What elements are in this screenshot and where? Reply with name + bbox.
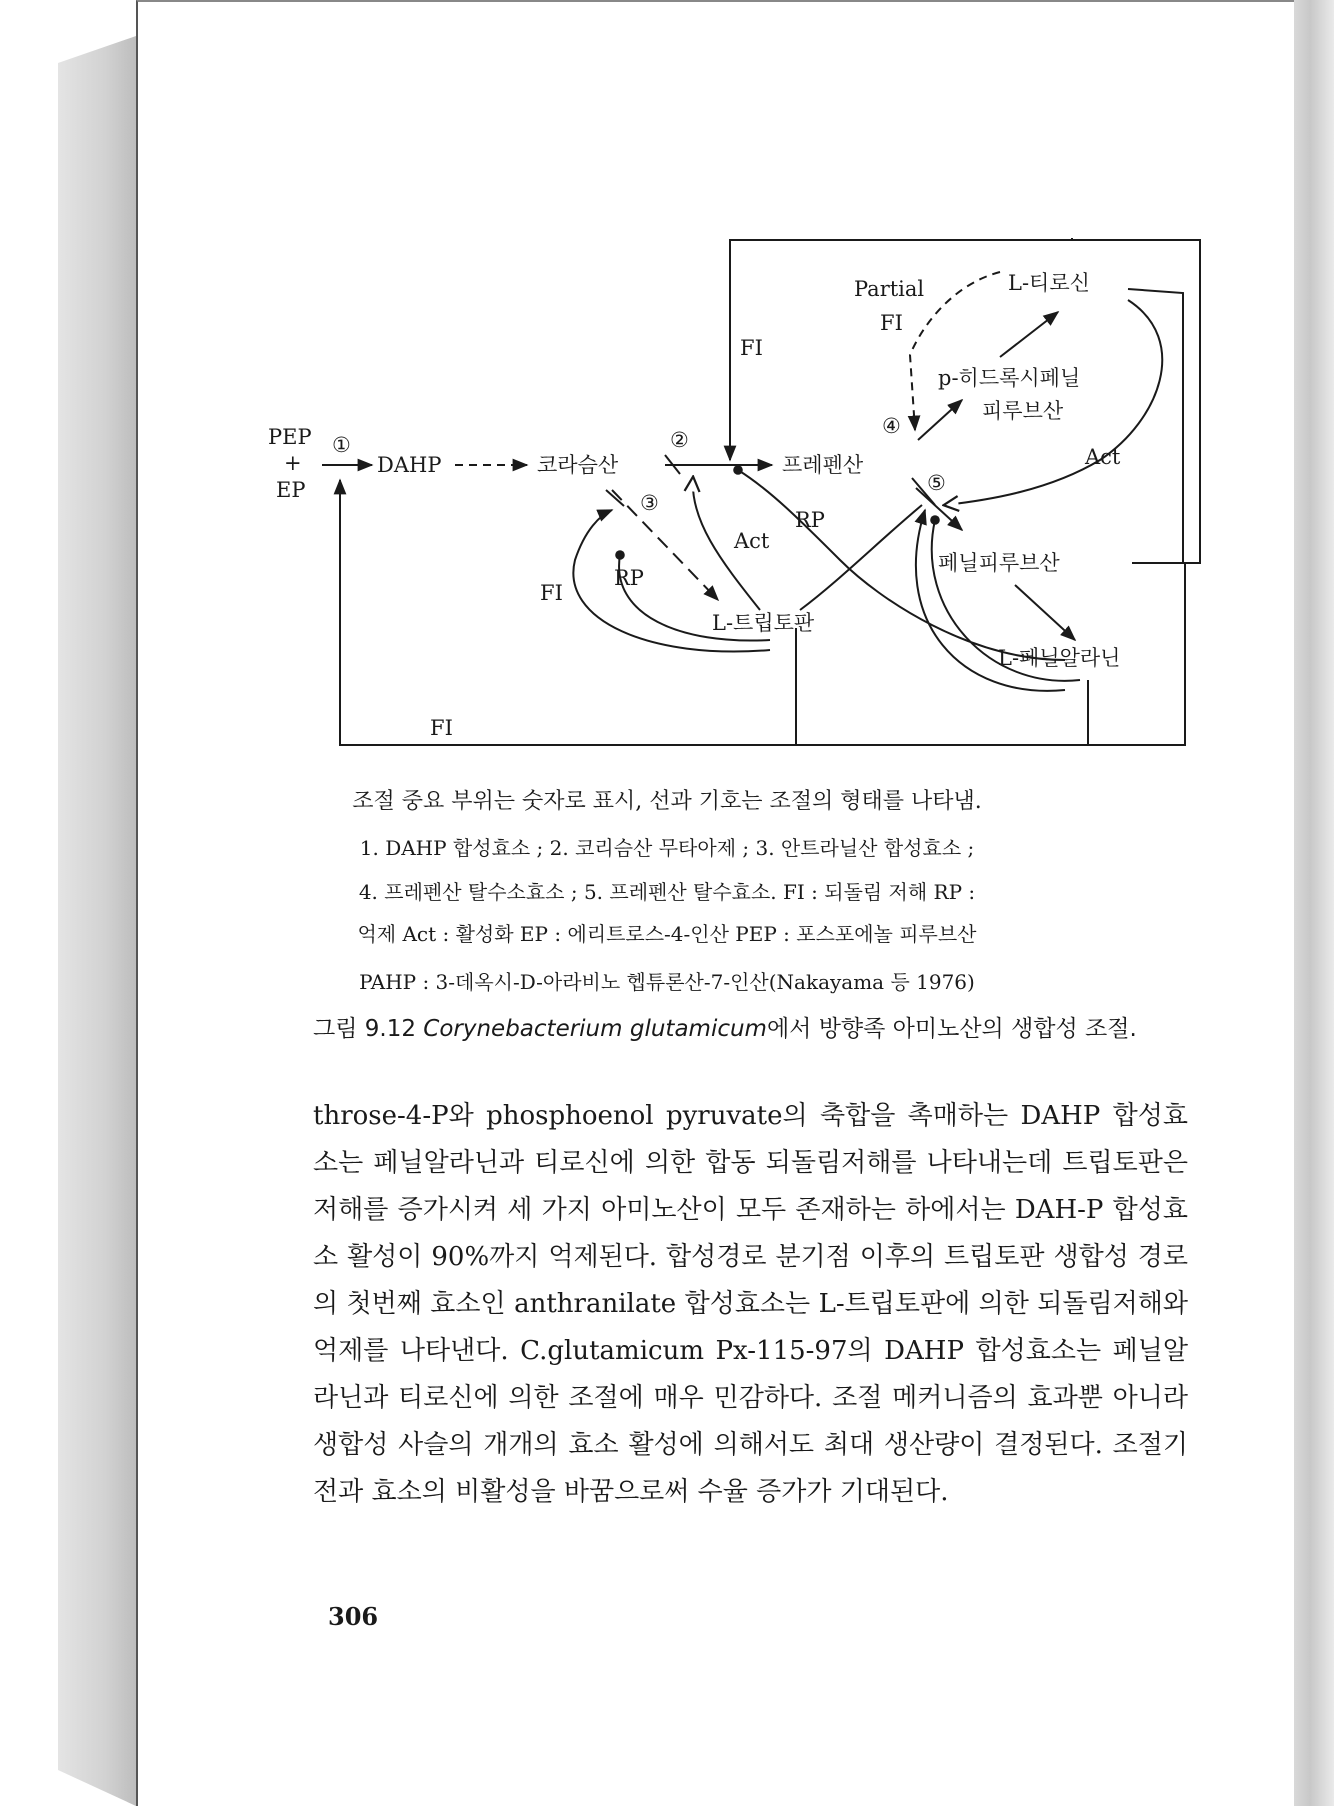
label-fi-partial: FI xyxy=(880,311,903,335)
label-hppa-1: p-히드록시페닐 xyxy=(938,366,1081,390)
figure-title-species: Corynebacterium glutamicum xyxy=(423,1016,767,1042)
label-chorismate: 코라슴산 xyxy=(537,453,619,477)
label-fi-bottom: FI xyxy=(430,716,453,740)
label-fi-left: FI xyxy=(540,581,563,605)
label-prephenate: 프레펜산 xyxy=(782,453,864,477)
figure-title-prefix: 그림 9.12 xyxy=(313,1016,424,1042)
label-step3: ③ xyxy=(640,491,659,515)
label-tyrosine: L-티로신 xyxy=(1008,271,1090,295)
caption-line-3: 4. 프레펜산 탈수소효소 ; 5. 프레펜산 탈수효소. FI : 되돌림 저해 RP : xyxy=(358,880,976,904)
phpy-to-phe-arrow xyxy=(1015,585,1075,640)
label-plus: + xyxy=(284,451,302,475)
caption-line-4: 억제 Act : 활성화 EP : 에리트로스-4-인산 PEP : 포스포에놀 피루브산 xyxy=(357,922,977,946)
figure-title-suffix: 에서 방향족 아미노산의 생합성 조절. xyxy=(766,1016,1137,1042)
label-step2: ② xyxy=(670,428,689,452)
body-paragraph: throse-4-P와 phosphoenol pyruvate의 축합을 촉매하는 DAHP 합성효소는 페닐알라닌과 티로신에 의한 합동 되돌림저해를 나타내는데 트립토판은 저해를 증가시켜 세 가지 아미노산이 모두 존재하는 하에서는 DAH-P 합성효소 활성이 90%까지 억제된다. 합성경로 분기점 이후의 트립토판 생합성 경로의 첫번째 효소인 anthranilate 합성효소는 L-트립토판에 의한 되돌림저해와 억제를 나타낸다. C.glutamicum Px-115-97의 DAHP 합성효소는 페닐알라닌과 티로신에 의한 조절에 매우 민감하다. 조절 메커니즘의 효과뿐 아니라 생합성 사슬의 개개의 효소 활성에 의해서도 최대 생산량이 결정된다. 조절기전과 효소의 비활성을 바꿈으로써 수율 증가가 기대된다. xyxy=(313,1101,1188,1507)
caption-line-1: 조절 중요 부위는 숫자로 표시, 선과 기호는 조절의 형태를 나타냄. xyxy=(352,789,982,814)
caption-line-5: PAHP : 3-데옥시-D-아라비노 헵튜론산-7-인산(Nakayama 등 1976) xyxy=(359,970,975,994)
label-step1: ① xyxy=(332,433,351,457)
label-tryptophan: L-트립토판 xyxy=(712,611,815,635)
caption-line-2: 1. DAHP 합성효소 ; 2. 코리슴산 무타아제 ; 3. 안트라닐산 합성효소 ; xyxy=(359,836,975,860)
label-act-mid: Act xyxy=(734,529,770,553)
label-ep: EP xyxy=(276,478,306,502)
label-partial: Partial xyxy=(854,277,925,301)
label-pep: PEP xyxy=(268,425,312,449)
hppa-to-tyrosine-arrow xyxy=(1000,312,1058,357)
label-step5: ⑤ xyxy=(927,471,946,495)
label-hppa-2: 피루브산 xyxy=(982,399,1064,423)
label-phenylpyruvate: 페닐피루브산 xyxy=(938,551,1060,575)
label-rp-mid: RP xyxy=(795,508,825,532)
fi-top-loop-right xyxy=(1072,240,1200,563)
body-text xyxy=(313,1093,1188,1516)
page-number: 306 xyxy=(328,1602,379,1631)
label-act-right: Act xyxy=(1085,445,1121,469)
label-fi-top: FI xyxy=(740,336,763,360)
label-dahp: DAHP xyxy=(377,453,442,477)
label-rp-left: RP xyxy=(614,566,644,590)
regulation-diagram xyxy=(0,0,1334,760)
figure-title xyxy=(313,1010,1137,1043)
label-step4: ④ xyxy=(882,414,901,438)
label-phenylalanine: L-페닐알라닌 xyxy=(998,646,1121,670)
step4-arrow xyxy=(918,400,962,440)
